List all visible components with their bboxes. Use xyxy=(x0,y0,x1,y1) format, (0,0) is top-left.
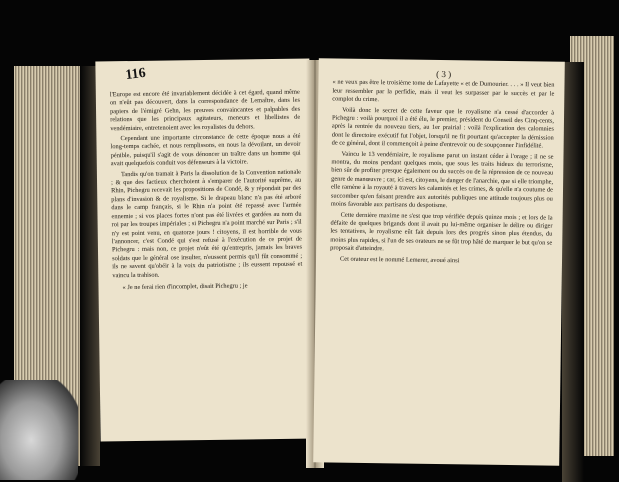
handwritten-page-stamp: 116 xyxy=(124,65,147,84)
left-page-text xyxy=(110,89,303,295)
paragraph: Tandis qu'on tramait à Paris la dissolution de la Convention nationale ; & que des factieux cherchoient à s'emparer de l'autorité suprême, au Rhin, Pichegru recevait les propositions de Condé, & y répondait par des plans d'invasion & de royalisme. Si le drapeau blanc n'a pas été arboré dans le camp français, si le Rhin n'a point été repassé avec l'armée ennemie ; si vos places fortes n'ont pas été livrées et gardées au nom du roi par les troupes impériales ; si Pichegru n'a point marché sur Paris ; s'il n'y est point venu, en quatorze jours ! citoyens, il est horrible de vous l'annoncer, c'est Condé qui s'est refusé à l'exécution de ce projet de Pichegru : mais non, ce projet n'eût été qu'entrepris, jamais les braves soldats que le général ose insulter, n'eussent permis qu'il fût consommé ; ils ne savent qu'obéir à la voix du patriotisme ; ils eussent repoussé et vaincu la trahison. xyxy=(111,168,303,279)
paragraph: Voilà donc le secret de cette faveur que le royalisme n'a cessé d'accorder à Pichegru : voilà pourquoi il a été élu, le premier, président du Conseil des Cinq-cents, après la rentrée du nouveau tiers, au 1er prairial : voilà l'explication des calomnies dont le directoire exécutif fut l'objet, lorsqu'il ne fit pourtant qu'accepter la démission de ce général, dont il commençoit à peine d'entrevoir ou de soupçonner l'infidélité. xyxy=(331,106,555,150)
open-book xyxy=(14,26,612,466)
paragraph: Cependant une importante circonstance de cette époque nous a été long-temps cachée, et nous remplissons, en nous la dévoilant, un devoir pénible, puisqu'il s'agit de vous dénoncer un traître dans un homme qui avait quelquefois conduit vos défenseurs à la victoire. xyxy=(110,132,301,168)
paragraph: Cette dernière maxime ne s'est que trop vérifiée depuis quinze mois ; et lors de la défaite de quelques brigands dont il avait pu lui-même organiser le délire ou diriger les tentatives, le royalisme eût fait depuis lors des progrès sinon plus étendus, du moins plus rapides, si l'un de ses orateurs ne se fût trop hâté de marquer le but qu'on se proposait d'atteindre. xyxy=(330,211,553,253)
paragraph: Cet orateur est le nommé Lemerer, avoué ainsi xyxy=(339,255,460,264)
left-page xyxy=(95,59,314,442)
paragraph: l'Europe est encore été invariablement décidée à cet égard, quand même on n'eût pas découvert, dans la correspondance de Lemaître, dans les papiers de l'émigré Gehn, les preuves convaincantes et palpables des relations que les principaux agitateurs, meneurs et libellistes de vendémiaire, entretenoient avec les royalistes du dehors. xyxy=(109,88,301,132)
thumb xyxy=(0,380,78,480)
paragraph: « ne veux pas être le troisième tome de Lafayette « et de Dumourier. . . . » Il veut bien leur ressembler par la perfidie, mais il veut les surpasser par le succès et par le complot du crime. xyxy=(332,78,555,104)
right-page xyxy=(313,58,565,465)
paragraph: Vaincu le 13 vendémiaire, le royalisme parut un instant céder à l'orage ; il ne se montra, du moins pendant quelques mois, que sous les traits hideux du terrorisme, bien sûr de profiter presque également ou du succès ou de la répression de ce nouveau genre de manœuvre ; car, ici est, citoyens, le danger de l'anarchie, que si elle triomphe, elle ramène à la royauté à travers les calamités et les crimes, & qu'elle n'a coutume de succomber qu'en faisant prendre aux autorités publiques une attitude toujours plus ou moins favorable aux partisans du despotisme. xyxy=(330,150,554,210)
paragraph: « Je ne ferai rien d'incomplet, disait Pichegru ; je xyxy=(122,282,248,292)
right-page-text xyxy=(330,68,555,268)
page-number: ( 3 ) xyxy=(436,68,452,80)
right-shadow xyxy=(562,62,584,482)
